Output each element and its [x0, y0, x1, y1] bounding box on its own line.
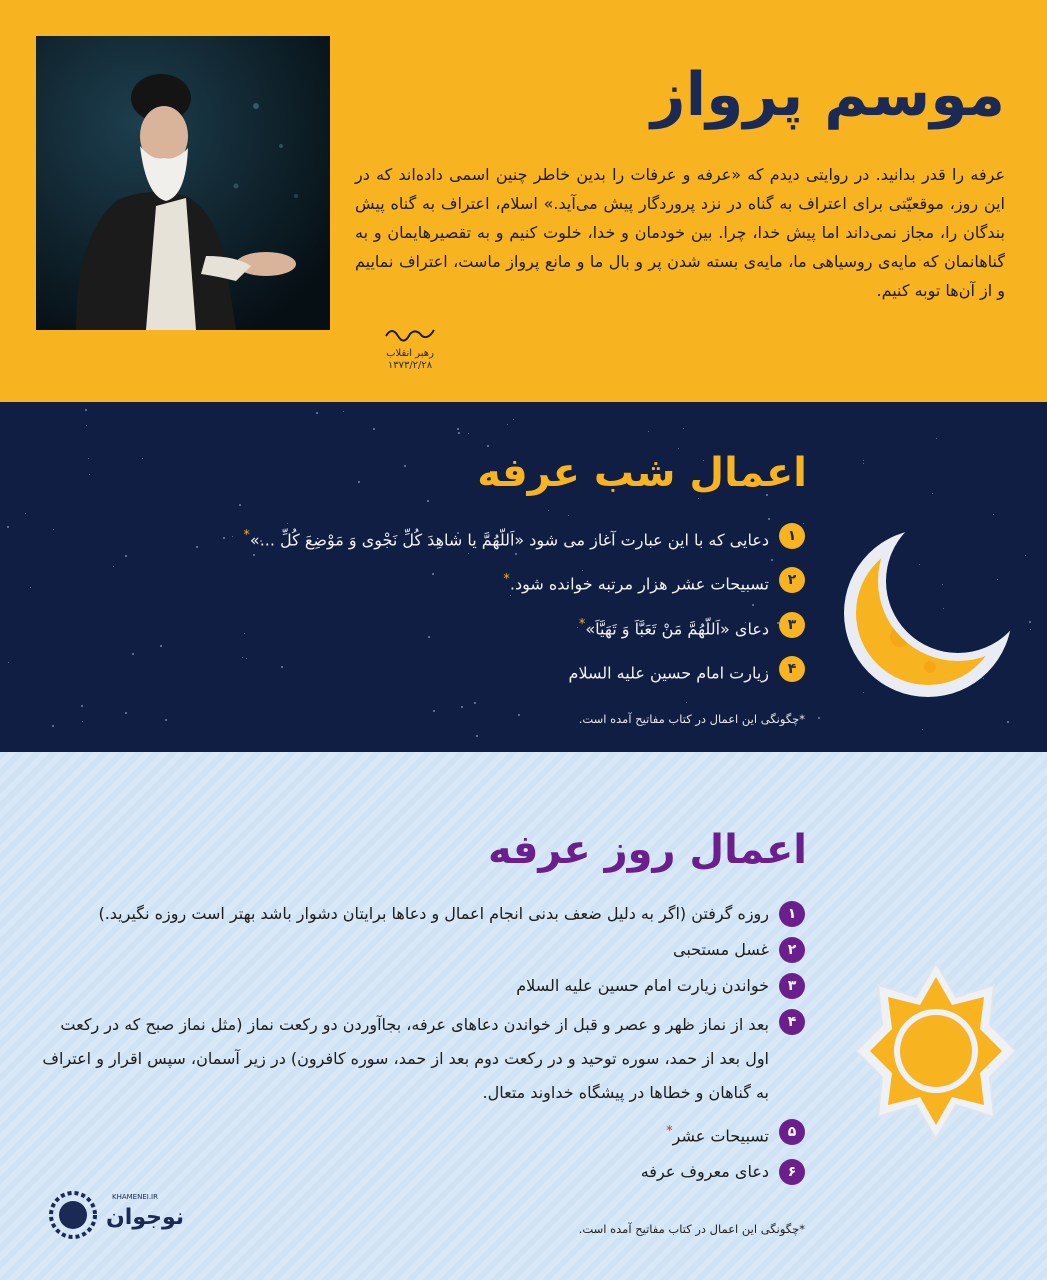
item-text: [666, 1118, 769, 1150]
list-item: [35, 1118, 805, 1150]
item-text: [503, 566, 769, 598]
item-number-badge: ۱: [779, 901, 805, 927]
portrait-illustration: [36, 36, 330, 330]
star-dot: [88, 458, 89, 459]
star-dot: [768, 518, 770, 520]
star-dot: [468, 433, 469, 434]
list-item: [165, 566, 805, 598]
item-text: [579, 611, 769, 643]
list-item: [165, 611, 805, 643]
star-dot: [7, 526, 9, 528]
star-dot: [461, 706, 463, 708]
arafah-night-section: [0, 402, 1047, 752]
item-label: بعد از نماز ظهر و عصر و قبل از خواندن دعاهای عرفه، بجاآوردن دو رکعت نماز (مثل نماز صبح که در رکعت اول بعد از حمد، سوره توحید و در رکعت دوم بعد از حمد، سوره کافرون) در زیر آسمان، سپس اقرار و اعتراف به گناهان و خطاها در پیشگاه خداوند متعال.: [42, 1015, 769, 1102]
list-item: [35, 972, 805, 1000]
logo-text: نوجوان: [106, 1205, 185, 1230]
star-dot: [648, 431, 649, 432]
night-acts-list: [165, 522, 805, 699]
star-dot: [507, 424, 508, 425]
star-dot: [698, 498, 699, 499]
item-label: زیارت امام حسین علیه السلام: [568, 663, 769, 683]
star-dot: [404, 465, 406, 467]
star-dot: [30, 587, 31, 588]
star-dot: [513, 419, 514, 420]
signature: [370, 322, 450, 378]
item-number-badge: ۴: [779, 656, 805, 682]
item-label: خواندن زیارت امام حسین علیه السلام: [516, 976, 769, 995]
star-dot: [568, 515, 569, 516]
star-dot: [932, 493, 933, 494]
logo-site-label: KHAMENEI.IR: [112, 1193, 158, 1201]
star-dot: [1030, 629, 1031, 630]
header-section: [0, 0, 1047, 402]
star-dot: [433, 710, 435, 712]
star-dot: [678, 448, 679, 449]
star-dot: [993, 514, 994, 515]
night-section-title: اعمال شب عرفه: [477, 450, 807, 496]
star-dot: [81, 705, 83, 707]
item-label: تسبیحات عشر: [672, 1126, 769, 1146]
night-footnote: *چگونگی این اعمال در کتاب مفاتیح آمده است.: [578, 712, 805, 726]
star-dot: [474, 702, 476, 704]
star-dot: [125, 712, 127, 714]
item-text: [516, 972, 769, 1000]
star-dot: [53, 529, 54, 530]
star-dot: [686, 702, 687, 703]
signature-scribble-icon: [380, 322, 440, 344]
star-dot: [160, 645, 162, 647]
item-number-badge: ۶: [779, 1159, 805, 1185]
item-label: تسبیحات عشر هزار مرتبه خوانده شود.: [509, 574, 769, 594]
star-dot: [373, 428, 375, 430]
star-dot: [132, 653, 134, 655]
day-section-title: اعمال روز عرفه: [487, 827, 807, 873]
item-number-badge: ۵: [779, 1119, 805, 1145]
star-dot: [125, 555, 127, 557]
item-text: [35, 1008, 769, 1110]
star-dot: [1029, 621, 1031, 623]
star-dot: [1025, 555, 1026, 556]
item-label: دعای «اَللّهُمَّ مَنْ تَعَبَّاَ وَ تَهَیَّاَ»: [585, 618, 769, 638]
sun-icon: [852, 957, 1020, 1147]
star-dot: [922, 729, 923, 730]
portrait-photo: [36, 36, 330, 330]
star-dot: [487, 445, 489, 447]
item-text: [673, 936, 769, 964]
asterisk-mark: *: [243, 528, 250, 543]
item-text: [641, 1158, 769, 1186]
item-number-badge: ۳: [779, 973, 805, 999]
star-dot: [239, 504, 241, 506]
star-dot: [683, 428, 684, 429]
star-dot: [427, 500, 429, 502]
list-item: [35, 900, 805, 928]
star-dot: [113, 566, 114, 567]
star-dot: [358, 481, 360, 483]
asterisk-mark: *: [578, 616, 586, 632]
page-title: موسم پرواز: [651, 60, 1005, 130]
star-dot: [548, 510, 549, 511]
star-dot: [82, 721, 83, 722]
star-dot: [863, 463, 864, 464]
item-label: دعای معروف عرفه: [640, 1162, 769, 1182]
item-number-badge: ۳: [779, 612, 805, 638]
item-number-badge: ۲: [779, 937, 805, 963]
star-dot: [936, 438, 937, 439]
item-label: دعایی که با این عبارت آغاز می شود «اَللّهُمَّ یا شاهِدَ کُلِّ نَجْوی وَ مَوْضِعَ کُلِّ ...»: [249, 530, 769, 550]
crescent-moon-icon: [840, 517, 1025, 702]
list-item: [165, 522, 805, 554]
signature-title: رهبر انقلاب: [386, 348, 434, 359]
star-dot: [343, 411, 344, 412]
star-dot: [518, 714, 520, 716]
item-number-badge: ۲: [779, 567, 805, 593]
day-acts-list: [35, 900, 805, 1194]
item-text: [569, 655, 769, 687]
list-item: [35, 1008, 805, 1110]
list-item: [35, 936, 805, 964]
star-dot: [1007, 721, 1009, 723]
list-item: [35, 1158, 805, 1186]
asterisk-mark: *: [503, 572, 510, 588]
star-dot: [165, 719, 167, 721]
item-number-badge: ۴: [779, 1009, 805, 1035]
item-text: [98, 900, 769, 928]
signature-date: ۱۳۷۳/۲/۲۸: [387, 360, 433, 371]
star-dot: [457, 428, 459, 430]
item-text: [243, 522, 769, 554]
item-label: غسل مستحبی: [672, 940, 769, 959]
item-label: روزه گرفتن (اگر به دلیل ضعف بدنی انجام اعمال و دعاها برایتان دشوار باشد بهتر است روزه نگیرید.): [98, 904, 769, 923]
star-dot: [458, 432, 460, 434]
star-dot: [86, 425, 87, 426]
star-dot: [818, 717, 820, 719]
star-dot: [476, 735, 478, 737]
star-dot: [52, 725, 54, 727]
quote-text: عرفه را قدر بدانید. در روایتی دیدم که «عرفه و عرفات را بدین خاطر چنین اسمی داده‌اند که در این روز، موقعیّتی برای اعتراف به گناه در نزد پروردگار پیش می‌آید.» اسلام، اعتراف به گناه پیش بندگان را، مجاز نمی‌داند اما پیش خدا، چرا. بین خودمان و خدا، خلوت کنیم و به تقصیرهایمان و به گناهانمان که مایه‌ی روسیاهی ما، مایه‌ی بسته شدن پر و بال ما و مانع پرواز ماست، اعتراف نماییم و از آن‌ها توبه کنیم.: [355, 165, 1005, 300]
day-footnote: *چگونگی این اعمال در کتاب مفاتیح آمده است.: [578, 1222, 805, 1236]
star-dot: [316, 412, 318, 414]
star-dot: [25, 513, 26, 514]
list-item: [165, 655, 805, 687]
star-dot: [85, 409, 87, 411]
star-dot: [89, 474, 90, 475]
item-number-badge: ۱: [779, 523, 805, 549]
star-dot: [863, 460, 864, 461]
asterisk-mark: *: [666, 1124, 673, 1139]
star-dot: [142, 458, 143, 459]
star-dot: [8, 662, 9, 663]
